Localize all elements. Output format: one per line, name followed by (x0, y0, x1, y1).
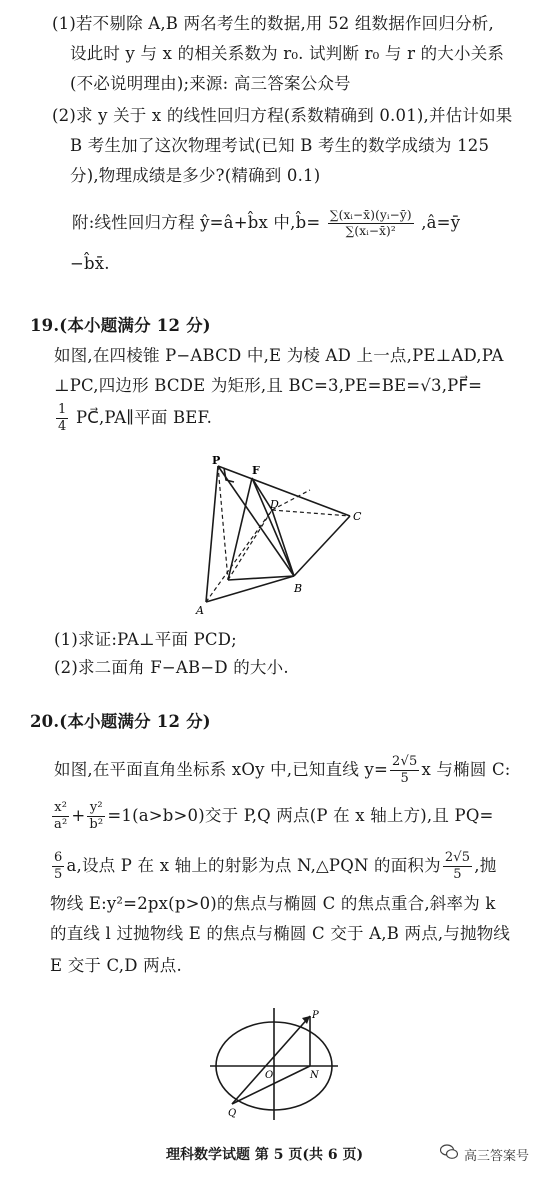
edge-PE-dashed (218, 466, 228, 580)
q20-line3-a: a,设点 P 在 x 轴上的射影为点 N,△PQN 的面积为 (66, 856, 441, 875)
q20-slope-num: 2√5 (392, 754, 418, 769)
q18-appendix-line2: −b̂x̄. (70, 254, 110, 273)
q18-part2-line2: B 考生加了这次物理考试(已知 B 考生的数学成绩为 125 (70, 136, 490, 155)
label-C: C (353, 510, 362, 523)
q19-quarter-fraction (56, 402, 68, 435)
edge-PA (206, 466, 218, 602)
edge-BC (294, 516, 350, 576)
fig-label-O: O (265, 1070, 274, 1081)
q18-appendix-prefix: 附:线性回归方程 ŷ=â+b̂x 中,b̂= (72, 213, 321, 232)
label-A: A (196, 604, 204, 617)
ellipse-figure (210, 1006, 338, 1122)
q20-line1 (54, 754, 511, 787)
q18-appendix-formula (72, 208, 460, 239)
edge-AB (206, 576, 294, 602)
q20-line2-rest: =1(a>b>0)交于 P,Q 两点(P 在 x 轴上方),且 PQ= (107, 806, 494, 825)
q20-slope-fraction (390, 754, 419, 787)
regression-numerator: ∑(xᵢ−x̄)(yᵢ−ȳ) (329, 208, 412, 222)
q19-frac-num: 1 (58, 402, 67, 417)
q18-part2-line1: (2)求 y 关于 x 的线性回归方程(系数精确到 0.01),并估计如果 (52, 106, 513, 125)
q18-part1-line1: (1)若不剔除 A,B 两名考生的数据,用 52 组数据作回归分析, (52, 14, 494, 33)
label-P: P (212, 454, 221, 467)
edge-PC (218, 466, 350, 516)
q20-b2: b² (89, 817, 104, 832)
edge-FE (228, 478, 252, 580)
q19-sub2: (2)求二面角 F−AB−D 的大小. (54, 658, 289, 677)
q20-y2: y² (87, 800, 105, 817)
page-footer: 理科数学试题 第 5 页(共 6 页) (166, 1147, 364, 1163)
q20-area-fraction (443, 850, 472, 883)
q20-line3 (50, 850, 496, 883)
q19-sub1: (1)求证:PA⊥平面 PCD; (54, 630, 237, 649)
q20-plus: + (71, 806, 86, 825)
q18-appendix-suffix: ,â=ȳ (421, 213, 461, 232)
fig-label-P: P (312, 1010, 319, 1021)
q20-line6: E 交于 C,D 两点. (50, 956, 182, 975)
fig-label-N: N (310, 1070, 319, 1081)
q20-x2: x² (52, 800, 69, 817)
pyramid-figure (190, 452, 370, 622)
q20-pq-den: 5 (54, 867, 63, 882)
q20-slope-den: 5 (400, 771, 409, 786)
wechat-icon (440, 1144, 458, 1160)
watermark-text: 高三答案号 (464, 1149, 530, 1164)
fig-label-Q: Q (228, 1108, 237, 1119)
q20-line2 (50, 800, 494, 833)
q20-line5: 的直线 l 过抛物线 E 的焦点与椭圆 C 交于 A,B 两点,与抛物线 (50, 924, 511, 943)
q20-header: 20.(本小题满分 12 分) (30, 712, 211, 731)
q18-part2-line3: 分),物理成绩是多少?(精确到 0.1) (70, 166, 321, 185)
q20-a2: a² (54, 817, 68, 832)
q20-area-den: 5 (453, 867, 462, 882)
label-D: D (270, 498, 279, 511)
q18-part1-line3: (不必说明理由);来源: 高三答案公众号 (70, 74, 351, 93)
q20-line1-a: 如图,在平面直角坐标系 xOy 中,已知直线 y= (54, 760, 389, 779)
q19-line1: 如图,在四棱锥 P−ABCD 中,E 为棱 AD 上一点,PE⊥AD,PA (54, 346, 504, 365)
label-B: B (294, 582, 303, 595)
q20-line1-b: x 与椭圆 C: (421, 760, 511, 779)
q20-pq-fraction (52, 850, 64, 883)
q20-ellipse-x-term (52, 800, 69, 833)
q20-ellipse-y-term (87, 800, 105, 833)
q19-line3-rest: PC⃗,PA∥平面 BEF. (75, 408, 213, 427)
q20-line4: 物线 E:y²=2px(p>0)的焦点与椭圆 C 的焦点重合,斜率为 k (50, 894, 496, 913)
q18-part1-line2: 设此时 y 与 x 的相关系数为 r₀. 试判断 r₀ 与 r 的大小关系 (70, 44, 505, 63)
q19-line2: ⊥PC,四边形 BCDE 为矩形,且 BC=3,PE=BE=√3,PF⃗= (54, 376, 483, 395)
q19-frac-den: 4 (58, 419, 67, 434)
q19-line3 (54, 402, 212, 435)
regression-denominator: ∑(xᵢ−x̄)² (345, 224, 396, 238)
q20-area-num: 2√5 (444, 850, 471, 865)
q19-header: 19.(本小题满分 12 分) (30, 316, 211, 335)
q20-line3-b: ,抛 (474, 856, 497, 875)
edge-AD-dashed (206, 510, 272, 602)
q20-pq-num: 6 (54, 850, 63, 865)
regression-fraction (328, 208, 414, 239)
label-F: F (252, 464, 260, 477)
edge-PB (218, 466, 294, 576)
